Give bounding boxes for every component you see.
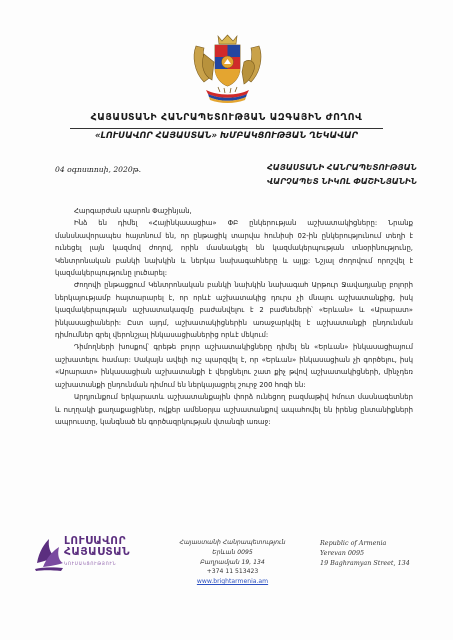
addressee-block xyxy=(262,161,422,189)
logo-wordmark xyxy=(64,536,130,558)
faction-leader-title: «ԼՈՒՍԱՎՈՐ ՀԱՅԱՍՏԱՆ» ԽՄԲԱԿՑՈՒԹՅԱՆ ՂԵԿԱՎԱՐ xyxy=(95,131,358,141)
logo-subtitle: ԿՈՒՍԱԿՑՈՒԹՅՈՒՆ xyxy=(64,561,117,566)
phone-number: +374 11 513423 xyxy=(206,568,259,575)
logo-line-2: ՀԱՅԱՍՏԱՆ xyxy=(64,546,131,558)
arm-address-line-3: Բաղրամյան 19, 134 xyxy=(200,559,265,566)
eng-address-line-3: 19 Baghramyan Street, 134 xyxy=(320,559,410,567)
coat-of-arms-emblem xyxy=(190,32,265,104)
greeting: Հարգարժան պարոն Փաշինյան, xyxy=(74,207,192,215)
eng-address-line-1: Republic of Armenia xyxy=(320,539,387,547)
logo-line-1: ԼՈՒՍԱՎՈՐ xyxy=(64,535,126,547)
footer-contacts xyxy=(175,567,290,587)
header-divider xyxy=(70,128,383,129)
addressee-line-1: ՀԱՅԱՍՏԱՆԻ ՀԱՆՐԱՊԵՏՈՒԹՅԱՆ xyxy=(267,163,417,172)
arm-address-line-1: Հայաստանի Հանրապետություն xyxy=(179,539,286,546)
arm-address-line-2: Երևան 0095 xyxy=(212,549,253,556)
footer-english-address xyxy=(320,538,410,568)
paragraph-3: Դիմողների խոսքով՝ գրեթե բոլոր աշխատակիցները դիմել են «Երևան» ինկասացիայում աշխատելու համար: Սակայն ավելի ուշ պարզվել է, որ «Երևան» ինկասացիան չի գործելու, իսկ «Արարատ» ինկասացիան աշխատանքի է վերցնելու շատ քիչ թվով աշխատակիցների, մինչդեռ աշխատանքի ընդունման դիմում են ներկայացրել շուրջ 200 հոգի են: xyxy=(55,343,413,389)
letter-date: 04 օգոստոսի, 2020թ. xyxy=(55,165,142,174)
addressee-line-2: ՎԱՐՉԱՊԵՏ ՆԻԿՈԼ ՓԱՇԻՆՅԱՆԻՆ xyxy=(266,177,418,186)
footer-armenian-address xyxy=(165,538,300,568)
parliament-title: ՀԱՅԱՍՏԱՆԻ ՀԱՆՐԱՊԵՏՈՒԹՅԱՆ ԱԶԳԱՅԻՆ ԺՈՂՈՎ xyxy=(90,112,363,123)
paragraph-2: Ժողովի ընթացքում Կենտրոնական բանկի նախկին նախագահ Արթուր Ջավադյանը բոլորի ներկայությամբ հայտարարել է, որ որևէ աշխատակից դուրս չի մնալու աշխատանքից, իսկ կազմակերպության աշխատակազմը բաժանվելու է 2 բաժնեմերի՝ «Երևան» և «Արարատ» ինկասացիաների: Ըստ այդմ, աշխատակիցներին առաջարկվել է աշխատանքի ընդունման դիմումներ գրել վերոնշյալ ինկասացիաներից որևէ մեկում: xyxy=(55,281,413,340)
paragraph-4: Արդյունքում երկարատև աշխատանքային փորձ ունեցող բազմաթիվ հմուտ մասնագետներ և ուղղակի քաղաքացիներ, ովքեր ամենօրյա աշխատանքով ապահովել են իրենց ընտանիքների ապրուստը, կանգնած են գործազրկության վտանգի առաջ: xyxy=(55,393,413,426)
website-link[interactable]: www.brightarmenia.am xyxy=(196,578,269,585)
paragraph-1: Ինձ են դիմել «Հայինկասացիա» ՓԲ ընկերության աշխատակիցները: Նրանք մանսնավորապես հայտնում են, որ ընթացիկ տարվա հունիսի 02-ին ընկերությունում տեղի է ունեցել լայն կազմով ժողով, որին մասնակցել են կազմակերպության տնօրինությունը, Կենտրոնական բանկի նախկին և ներկա նախագահները և այլք: Նշյալ ժողովում որոշվել է կազմակերպությունը լուծարել: xyxy=(55,219,413,278)
letter-body xyxy=(55,205,413,428)
eng-address-line-2: Yerevan 0095 xyxy=(320,549,365,557)
